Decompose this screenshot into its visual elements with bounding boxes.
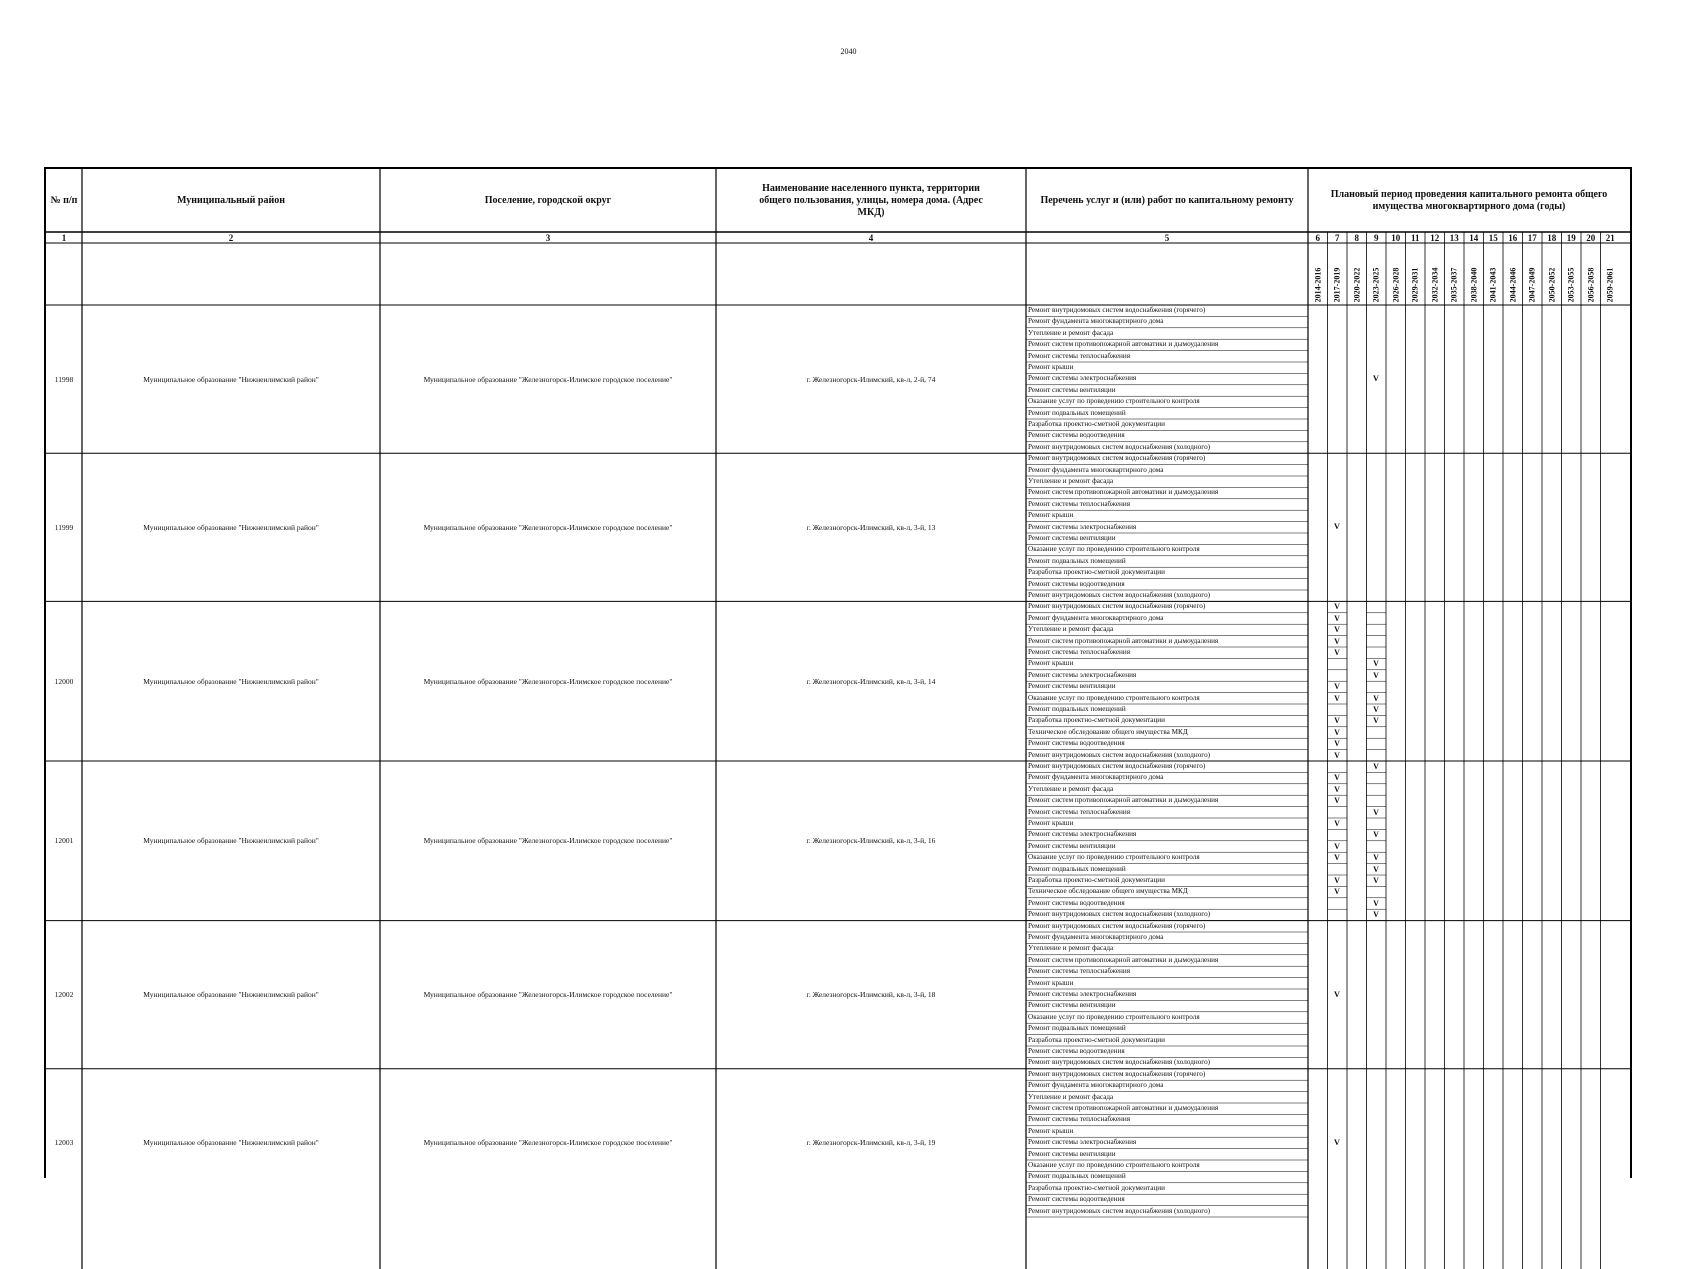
- work-item: Ремонт систем противопожарной автоматики и дымоудаления: [1028, 340, 1219, 349]
- work-item: Ремонт системы вентиляции: [1028, 682, 1116, 691]
- row-district: Муниципальное образование "Нижнеилимский район": [143, 522, 319, 532]
- work-item: Оказание услуг по проведению строительного контроля: [1028, 693, 1200, 702]
- work-item: Ремонт системы теплоснабжения: [1028, 351, 1131, 360]
- work-item: Ремонт внутридомовых систем водоснабжения (горячего): [1028, 306, 1206, 314]
- header-address: Наименование населенного пункта, территории общего пользования, улицы, номера дома. (Адрес МКД): [759, 182, 983, 218]
- row-settlement: Муниципальное образование "Железногорск-Илимское городское поселение": [423, 990, 673, 1000]
- row-address: г. Железногорск-Илимский, кв-л, 3-й, 13: [806, 522, 936, 532]
- period-mark: V: [1373, 807, 1379, 817]
- row-settlement: Муниципальное образование "Железногорск-Илимское городское поселение": [423, 676, 673, 686]
- period-mark: V: [1334, 876, 1340, 885]
- work-item: Ремонт системы теплоснабжения: [1028, 499, 1131, 508]
- work-item: Ремонт системы вентиляции: [1028, 534, 1116, 542]
- work-item: Утепление и ремонт фасада: [1028, 625, 1114, 634]
- period-label: [1388, 257, 1404, 313]
- period-mark: V: [1334, 613, 1340, 623]
- period-mark: V: [1334, 682, 1340, 692]
- header-works: Перечень услуг и (или) работ по капитальному ремонту: [1040, 194, 1294, 206]
- work-item: Ремонт системы электроснабжения: [1028, 990, 1137, 998]
- period-label: [1563, 257, 1579, 313]
- row-number: 11998: [54, 374, 74, 384]
- row-settlement: Муниципальное образование "Железногорск-Илимское городское поселение": [423, 522, 673, 532]
- period-label-text: 2017-2019: [1332, 267, 1342, 303]
- period-label-text: 2041-2043: [1488, 267, 1498, 303]
- period-label: [1349, 257, 1365, 313]
- row-district: Муниципальное образование "Нижнеилимский район": [143, 374, 319, 384]
- period-mark: V: [1334, 625, 1340, 635]
- row-number: 12003: [54, 1138, 74, 1148]
- work-item: Оказание услуг по проведению строительного контроля: [1028, 1161, 1200, 1169]
- work-item: Ремонт крыши: [1028, 978, 1074, 987]
- work-item: Утепление и ремонт фасада: [1028, 328, 1114, 337]
- work-item: Разработка проектно-сметной документации: [1028, 1183, 1165, 1192]
- row-settlement: Муниципальное образование "Железногорск-Илимское городское поселение": [423, 1138, 673, 1148]
- period-mark: V: [1334, 784, 1340, 794]
- work-item: Ремонт фундамента многоквартирного дома: [1028, 773, 1164, 782]
- work-item: Ремонт системы электроснабжения: [1028, 374, 1137, 383]
- row-address: г. Железногорск-Илимский, кв-л, 3-й, 19: [806, 1138, 936, 1148]
- period-mark: V: [1373, 659, 1379, 669]
- work-item: Разработка проектно-сметной документации: [1028, 716, 1165, 725]
- period-mark: V: [1334, 693, 1340, 703]
- period-mark: V: [1373, 705, 1379, 714]
- period-mark: V: [1334, 853, 1340, 863]
- row-number: 12000: [54, 676, 74, 686]
- period-label: [1427, 257, 1443, 313]
- column-number-18: 18: [1547, 233, 1557, 243]
- work-item: Техническое обследование общего имущества МКД: [1028, 727, 1188, 736]
- header-district: Муниципальный район: [176, 194, 286, 206]
- period-label-text: 2029-2031: [1410, 267, 1420, 303]
- period-label-text: 2047-2049: [1527, 267, 1537, 303]
- work-item: Ремонт внутридомовых систем водоснабжения (холодного): [1028, 1206, 1211, 1215]
- work-item: Утепление и ремонт фасада: [1028, 784, 1114, 793]
- period-mark: V: [1373, 898, 1379, 908]
- column-number-6: 6: [1315, 233, 1320, 243]
- work-item: Ремонт системы электроснабжения: [1028, 522, 1137, 531]
- period-mark: V: [1333, 521, 1341, 532]
- work-item: Ремонт фундамента многоквартирного дома: [1028, 1081, 1164, 1090]
- period-mark: V: [1334, 887, 1340, 897]
- work-item: Оказание услуг по проведению строительного контроля: [1028, 545, 1200, 554]
- work-item: Ремонт внутридомовых систем водоснабжения (холодного): [1028, 442, 1211, 451]
- period-mark: V: [1334, 796, 1340, 806]
- work-item: Оказание услуг по проведению строительного контроля: [1028, 853, 1200, 862]
- work-item: Ремонт внутридомовых систем водоснабжения (горячего): [1028, 1069, 1206, 1078]
- period-label: [1583, 257, 1599, 313]
- period-mark: V: [1333, 1136, 1341, 1147]
- work-item: Ремонт внутридомовых систем водоснабжения (горячего): [1028, 921, 1206, 930]
- work-item: Ремонт внутридомовых систем водоснабжения (холодного): [1028, 750, 1211, 759]
- row-district: Муниципальное образование "Нижнеилимский район": [143, 1138, 319, 1148]
- period-mark: V: [1334, 773, 1340, 783]
- work-item: Ремонт внутридомовых систем водоснабжения (горячего): [1028, 762, 1206, 770]
- row-address: г. Железногорск-Илимский, кв-л, 3-й, 18: [806, 990, 936, 1000]
- work-item: Разработка проектно-сметной документации: [1028, 420, 1165, 428]
- work-item: Ремонт систем противопожарной автоматики и дымоудаления: [1028, 1104, 1219, 1112]
- column-number-7: 7: [1335, 233, 1340, 243]
- period-label: [1310, 257, 1326, 313]
- period-label: [1602, 257, 1618, 313]
- work-item: Разработка проектно-сметной документации: [1028, 568, 1165, 577]
- work-item: Ремонт систем противопожарной автоматики и дымоудаления: [1028, 488, 1219, 497]
- column-number-14: 14: [1469, 233, 1479, 243]
- column-number-3: 3: [545, 233, 551, 243]
- column-number-16: 16: [1508, 233, 1518, 243]
- capital-repair-table: [44, 167, 1632, 1215]
- column-number-12: 12: [1430, 233, 1440, 243]
- period-mark: V: [1373, 670, 1379, 680]
- column-number-17: 17: [1527, 233, 1537, 243]
- work-item: Ремонт системы вентиляции: [1028, 841, 1116, 850]
- row-district: Муниципальное образование "Нижнеилимский район": [143, 836, 319, 846]
- period-label: [1544, 257, 1560, 313]
- period-label: [1446, 257, 1462, 313]
- column-number-1: 1: [61, 233, 67, 243]
- work-item: Ремонт подвальных помещений: [1028, 408, 1126, 417]
- row-district: Муниципальное образование "Нижнеилимский район": [143, 990, 319, 1000]
- work-item: Ремонт системы водоотведения: [1028, 898, 1125, 907]
- period-label: [1466, 257, 1482, 313]
- period-label-text: 2059-2061: [1605, 267, 1615, 303]
- work-item: Ремонт крыши: [1028, 819, 1074, 827]
- period-mark: V: [1334, 716, 1340, 726]
- column-number-20: 20: [1586, 233, 1596, 243]
- row-number: 12002: [54, 990, 74, 1000]
- period-mark: V: [1373, 853, 1379, 863]
- work-item: Ремонт крыши: [1028, 659, 1074, 668]
- period-mark: V: [1334, 739, 1340, 749]
- period-label: [1505, 257, 1521, 313]
- column-number-21: 21: [1605, 233, 1615, 243]
- period-mark: V: [1334, 636, 1340, 646]
- work-item: Ремонт внутридомовых систем водоснабжения (холодного): [1028, 591, 1211, 599]
- period-mark: V: [1334, 602, 1340, 612]
- work-item: Техническое обследование общего имущества МКД: [1028, 887, 1188, 896]
- period-mark: V: [1373, 830, 1379, 840]
- period-label-text: 2038-2040: [1469, 267, 1478, 303]
- column-number-11: 11: [1410, 233, 1420, 243]
- period-label: [1329, 257, 1345, 313]
- work-item: Оказание услуг по проведению строительного контроля: [1028, 1012, 1200, 1021]
- period-label-text: 2032-2034: [1430, 267, 1439, 303]
- work-item: Ремонт крыши: [1028, 363, 1074, 371]
- work-item: Ремонт системы теплоснабжения: [1028, 807, 1131, 816]
- work-item: Ремонт внутридомовых систем водоснабжения (холодного): [1028, 910, 1211, 919]
- header-period: Плановый период проведения капитального ремонта общего имущества многоквартирного дома (годы): [1330, 188, 1608, 212]
- work-item: Ремонт системы теплоснабжения: [1028, 1115, 1131, 1124]
- column-number-15: 15: [1488, 233, 1498, 243]
- work-item: Ремонт системы водоотведения: [1028, 1195, 1125, 1204]
- period-mark: V: [1334, 727, 1340, 737]
- work-item: Ремонт фундамента многоквартирного дома: [1028, 465, 1164, 474]
- column-number-2: 2: [228, 233, 234, 243]
- period-label-text: 2035-2037: [1449, 267, 1459, 303]
- work-item: Ремонт системы электроснабжения: [1028, 830, 1137, 839]
- period-label-text: 2014-2016: [1313, 267, 1322, 303]
- work-item: Утепление и ремонт фасада: [1028, 1092, 1114, 1101]
- work-item: Разработка проектно-сметной документации: [1028, 1035, 1165, 1044]
- work-item: Ремонт системы водоотведения: [1028, 1047, 1125, 1055]
- period-label-text: 2056-2058: [1586, 267, 1595, 303]
- period-mark: V: [1372, 373, 1380, 384]
- period-mark: V: [1334, 750, 1340, 760]
- work-item: Ремонт системы вентиляции: [1028, 385, 1116, 394]
- column-number-19: 19: [1566, 233, 1576, 243]
- period-label: [1485, 257, 1501, 313]
- period-mark: V: [1373, 762, 1379, 771]
- period-label: [1524, 257, 1540, 313]
- row-number: 12001: [54, 836, 74, 846]
- period-label-text: 2050-2052: [1547, 267, 1556, 303]
- work-item: Ремонт подвальных помещений: [1028, 556, 1126, 565]
- period-label: [1368, 257, 1384, 313]
- work-item: Ремонт систем противопожарной автоматики и дымоудаления: [1028, 636, 1219, 645]
- work-item: Ремонт внутридомовых систем водоснабжения (холодного): [1028, 1058, 1211, 1067]
- work-item: Ремонт подвальных помещений: [1028, 1024, 1126, 1033]
- period-mark: V: [1373, 876, 1379, 885]
- work-item: Утепление и ремонт фасада: [1028, 944, 1114, 953]
- column-number-9: 9: [1374, 233, 1379, 243]
- period-label-text: 2044-2046: [1508, 267, 1517, 303]
- period-mark: V: [1334, 819, 1340, 828]
- period-label-text: 2053-2055: [1566, 267, 1576, 303]
- column-number-8: 8: [1354, 233, 1359, 243]
- period-label-text: 2020-2022: [1352, 267, 1361, 303]
- row-settlement: Муниципальное образование "Железногорск-Илимское городское поселение": [423, 836, 673, 846]
- work-item: Ремонт крыши: [1028, 1126, 1074, 1135]
- period-mark: V: [1373, 716, 1379, 726]
- work-item: Ремонт фундамента многоквартирного дома: [1028, 613, 1164, 622]
- work-item: Ремонт системы водоотведения: [1028, 579, 1125, 588]
- row-number: 11999: [54, 522, 74, 532]
- row-address: г. Железногорск-Илимский, кв-л, 3-й, 14: [806, 676, 936, 686]
- work-item: Ремонт систем противопожарной автоматики и дымоудаления: [1028, 796, 1219, 805]
- period-mark: V: [1334, 841, 1340, 851]
- work-item: Оказание услуг по проведению строительного контроля: [1028, 397, 1200, 406]
- work-item: Ремонт системы электроснабжения: [1028, 1138, 1137, 1147]
- work-item: Ремонт системы водоотведения: [1028, 431, 1125, 440]
- work-item: Ремонт системы теплоснабжения: [1028, 648, 1131, 656]
- period-label-text: 2026-2028: [1391, 267, 1400, 303]
- work-item: Ремонт подвальных помещений: [1028, 1172, 1126, 1181]
- column-number-4: 4: [868, 233, 874, 243]
- period-label: [1407, 257, 1423, 313]
- column-number-13: 13: [1449, 233, 1459, 243]
- work-item: Ремонт фундамента многоквартирного дома: [1028, 317, 1164, 326]
- work-item: Ремонт внутридомовых систем водоснабжения (горячего): [1028, 454, 1206, 463]
- period-mark: V: [1373, 864, 1379, 874]
- work-item: Ремонт внутридомовых систем водоснабжения (горячего): [1028, 602, 1206, 611]
- header-settlement: Поселение, городской округ: [484, 194, 612, 206]
- row-address: г. Железногорск-Илимский, кв-л, 3-й, 16: [806, 836, 936, 846]
- column-number-10: 10: [1391, 233, 1401, 243]
- work-item: Ремонт системы вентиляции: [1028, 1001, 1116, 1010]
- work-item: Ремонт системы вентиляции: [1028, 1149, 1116, 1158]
- work-item: Ремонт системы водоотведения: [1028, 739, 1125, 748]
- column-number-5: 5: [1164, 233, 1170, 243]
- period-mark: V: [1373, 910, 1379, 920]
- row-district: Муниципальное образование "Нижнеилимский район": [143, 676, 319, 686]
- period-label-text: 2023-2025: [1371, 267, 1381, 303]
- period-mark: V: [1334, 648, 1340, 657]
- work-item: Ремонт подвальных помещений: [1028, 705, 1126, 713]
- header-num: № п/п: [50, 194, 78, 206]
- page-number: 2040: [840, 47, 857, 56]
- work-item: Ремонт крыши: [1028, 511, 1074, 520]
- work-item: Ремонт систем противопожарной автоматики и дымоудаления: [1028, 955, 1219, 964]
- row-address: г. Железногорск-Илимский, кв-л, 2-й, 74: [806, 374, 936, 384]
- work-item: Разработка проектно-сметной документации: [1028, 876, 1165, 884]
- period-mark: V: [1333, 988, 1341, 999]
- work-item: Ремонт системы электроснабжения: [1028, 670, 1137, 679]
- period-mark: V: [1373, 693, 1379, 703]
- row-settlement: Муниципальное образование "Железногорск-Илимское городское поселение": [423, 374, 673, 384]
- work-item: Утепление и ремонт фасада: [1028, 477, 1114, 485]
- work-item: Ремонт системы теплоснабжения: [1028, 967, 1131, 976]
- work-item: Ремонт подвальных помещений: [1028, 864, 1126, 873]
- work-item: Ремонт фундамента многоквартирного дома: [1028, 933, 1164, 941]
